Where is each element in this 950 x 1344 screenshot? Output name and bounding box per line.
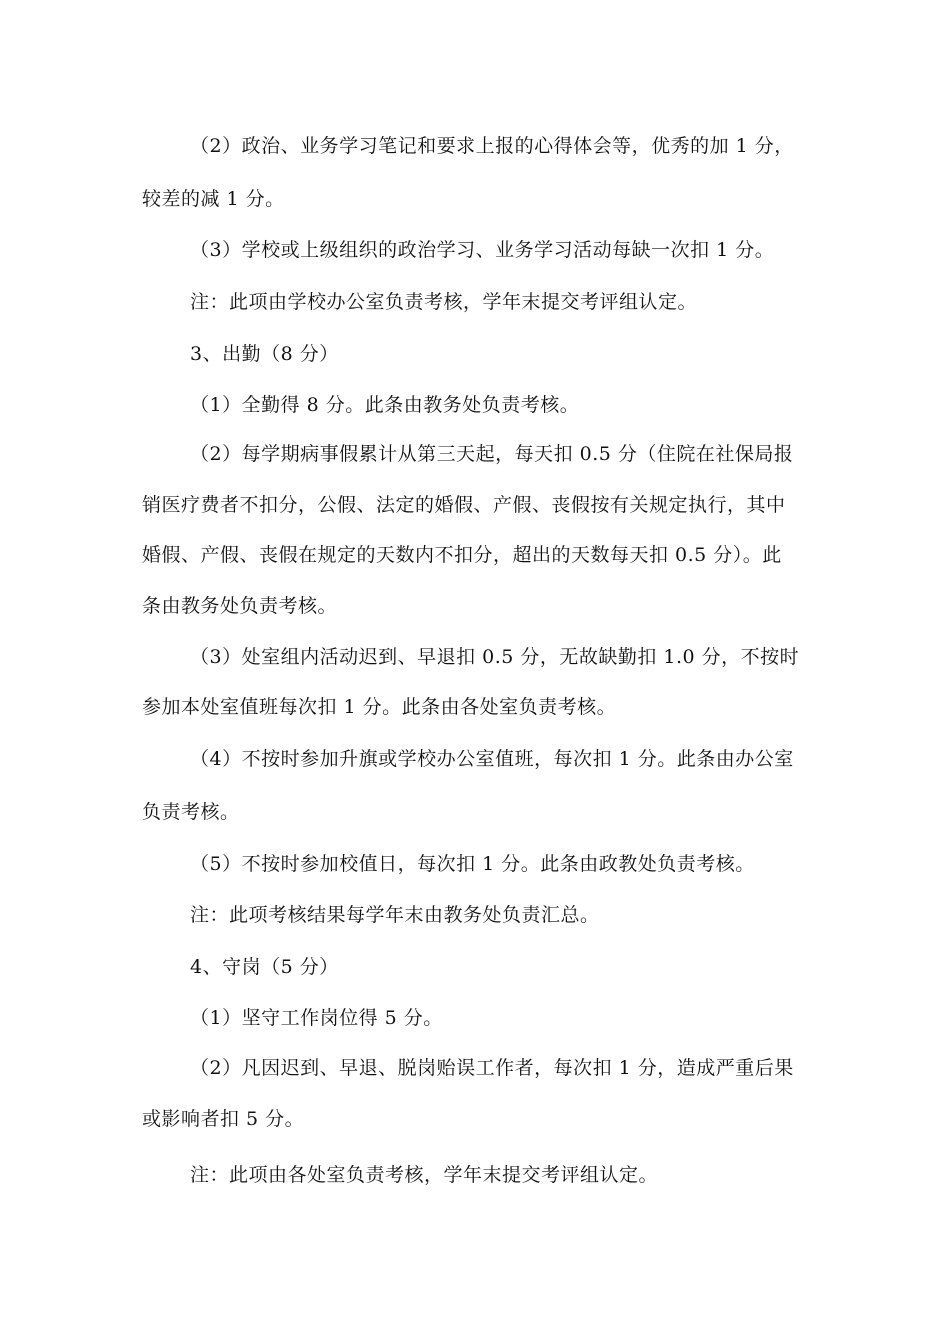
paragraph-line: （4）不按时参加升旗或学校办公室值班，每次扣 1 分。此条由办公室: [190, 748, 794, 770]
paragraph-line: （5）不按时参加校值日，每次扣 1 分。此条由政教处负责考核。: [190, 853, 755, 875]
note-line: 注：此项由学校办公室负责考核，学年末提交考评组认定。: [190, 291, 698, 313]
paragraph-line: 参加本处室值班每次扣 1 分。此条由各处室负责考核。: [142, 696, 617, 718]
paragraph-line: 负责考核。: [142, 801, 240, 823]
paragraph-line: 婚假、产假、丧假在规定的天数内不扣分，超出的天数每天扣 0.5 分）。此: [142, 544, 782, 566]
paragraph-line: 条由教务处负责考核。: [142, 595, 338, 617]
paragraph-line: （2）凡因迟到、早退、脱岗贻误工作者，每次扣 1 分，造成严重后果: [190, 1057, 794, 1079]
paragraph-line: （1）全勤得 8 分。此条由教务处负责考核。: [190, 394, 580, 416]
section-heading: 3、出勤（8 分）: [190, 343, 339, 365]
paragraph-line: 较差的减 1 分。: [142, 188, 285, 210]
paragraph-line: 或影响者扣 5 分。: [142, 1108, 305, 1130]
note-line: 注：此项由各处室负责考核，学年末提交考评组认定。: [190, 1164, 659, 1186]
note-line: 注：此项考核结果每学年末由教务处负责汇总。: [190, 904, 600, 926]
paragraph-line: 销医疗费者不扣分，公假、法定的婚假、产假、丧假按有关规定执行，其中: [142, 494, 786, 516]
paragraph-line: （2）政治、业务学习笔记和要求上报的心得体会等，优秀的加 1 分，: [190, 135, 794, 157]
section-heading: 4、守岗（5 分）: [190, 956, 339, 978]
paragraph-line: （3）学校或上级组织的政治学习、业务学习活动每缺一次扣 1 分。: [190, 239, 775, 261]
paragraph-line: （1）坚守工作岗位得 5 分。: [190, 1007, 443, 1029]
paragraph-line: （2）每学期病事假累计从第三天起，每天扣 0.5 分（住院在社保局报: [190, 443, 794, 465]
paragraph-line: （3）处室组内活动迟到、早退扣 0.5 分，无故缺勤扣 1.0 分，不按时: [190, 646, 800, 668]
